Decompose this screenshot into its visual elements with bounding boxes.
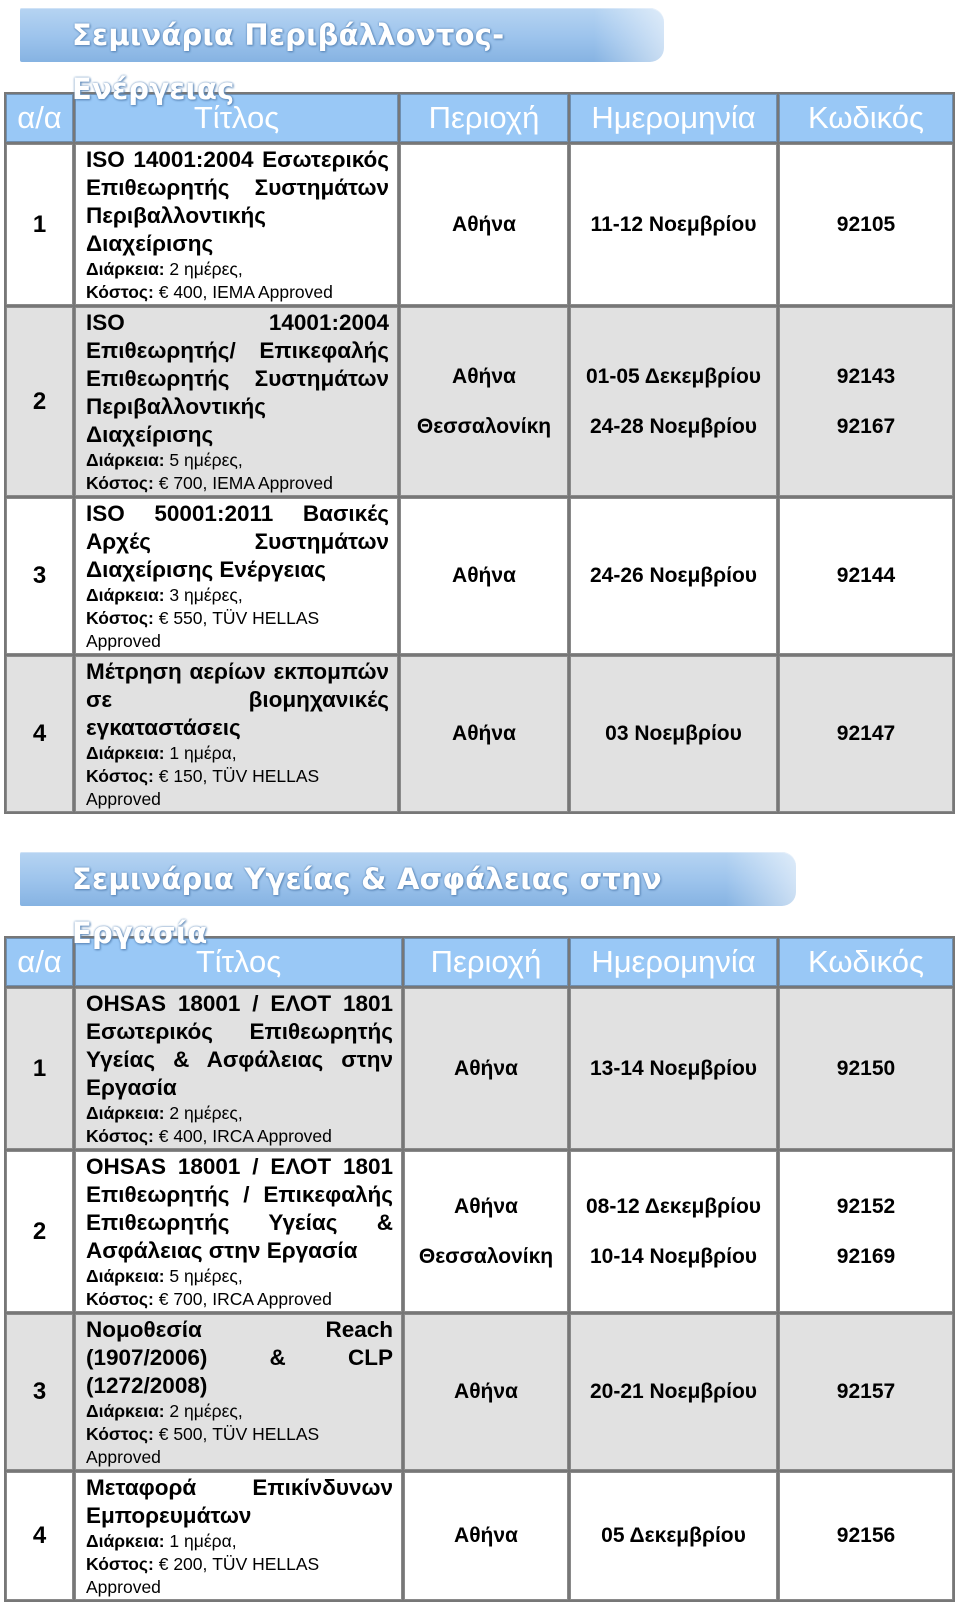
table-row xyxy=(6,144,953,305)
seminar-table-health-safety xyxy=(4,936,955,1602)
table-row xyxy=(6,988,953,1149)
seminar-info xyxy=(75,498,398,654)
seminar-region: Αθήνα xyxy=(404,1314,568,1470)
seminar-date: 01-05 Δεκεμβρίου xyxy=(585,364,762,388)
seminar-title: OHSAS 18001 / ΕΛΟΤ 1801 Επιθεωρητής / Επικεφαλής Επιθεωρητής Υγείας & Ασφάλειας στην Εργασία xyxy=(86,1154,393,1263)
seminar-cost: Κόστος: € 400, IEMA Approved xyxy=(86,282,333,302)
seminar-region: Θεσσαλονίκη xyxy=(416,414,552,438)
seminar-region: Αθήνα xyxy=(400,144,568,305)
seminar-cost: Κόστος: € 200, TÜV HELLAS Approved xyxy=(86,1554,320,1597)
seminar-cost: Κόστος: € 700, IEMA Approved xyxy=(86,473,333,493)
seminar-info xyxy=(75,307,398,496)
row-number: 4 xyxy=(6,1472,73,1600)
seminar-regions xyxy=(400,307,568,496)
row-number: 2 xyxy=(6,1151,73,1312)
seminar-info xyxy=(75,1472,402,1600)
seminar-code: 92144 xyxy=(779,498,953,654)
col-header-code: Κωδικός xyxy=(779,94,953,142)
seminar-cost: Κόστος: € 550, TÜV HELLAS Approved xyxy=(86,608,320,651)
seminar-title: ISO 14001:2004 Εσωτερικός Επιθεωρητής Συστημάτων Περιβαλλοντικής Διαχείρισης xyxy=(86,147,389,256)
seminar-title: Μέτρηση αερίων εκπομπών σε βιομηχανικές εγκαταστάσεις xyxy=(86,659,389,740)
table-row xyxy=(6,1472,953,1600)
seminar-duration: Διάρκεια: 2 ημέρες, xyxy=(86,1103,243,1123)
table-row xyxy=(6,1314,953,1470)
col-header-number: α/α xyxy=(6,938,73,986)
seminar-title: Μεταφορά Επικίνδυνων Εμπορευμάτων xyxy=(86,1475,393,1528)
seminar-region: Αθήνα xyxy=(404,1472,568,1600)
seminar-title: Νομοθεσία Reach (1907/2006) & CLP (1272/2008) xyxy=(86,1317,393,1398)
seminar-date: 24-28 Νοεμβρίου xyxy=(589,414,758,438)
seminar-dates xyxy=(570,1151,777,1312)
seminar-cost: Κόστος: € 700, IRCA Approved xyxy=(86,1289,332,1309)
section-banner-environment xyxy=(20,8,664,106)
section-title: Σεμινάρια Υγείας & Ασφάλειας στην Εργασία xyxy=(72,862,662,950)
seminar-code: 92156 xyxy=(779,1472,953,1600)
seminar-duration: Διάρκεια: 2 ημέρες, xyxy=(86,1401,243,1421)
col-header-region: Περιοχή xyxy=(400,94,568,142)
seminar-duration: Διάρκεια: 1 ημέρα, xyxy=(86,743,237,763)
seminar-cost: Κόστος: € 150, TÜV HELLAS Approved xyxy=(86,766,320,809)
seminar-regions xyxy=(404,1151,568,1312)
table-row xyxy=(6,1151,953,1312)
col-header-number: α/α xyxy=(6,94,73,142)
col-header-title: Τίτλος xyxy=(75,938,402,986)
col-header-date: Ημερομηνία xyxy=(570,94,777,142)
row-number: 4 xyxy=(6,656,73,812)
seminar-duration: Διάρκεια: 5 ημέρες, xyxy=(86,1266,243,1286)
seminar-date: 03 Νοεμβρίου xyxy=(570,656,777,812)
col-header-title: Τίτλος xyxy=(75,94,398,142)
table-row xyxy=(6,656,953,812)
row-number: 3 xyxy=(6,498,73,654)
seminar-code: 92167 xyxy=(836,414,896,438)
seminar-table-environment xyxy=(4,92,955,814)
col-header-region: Περιοχή xyxy=(404,938,568,986)
col-header-date: Ημερομηνία xyxy=(570,938,777,986)
row-number: 3 xyxy=(6,1314,73,1470)
seminar-info xyxy=(75,988,402,1149)
seminar-region: Αθήνα xyxy=(400,656,568,812)
seminar-date: 10-14 Νοεμβρίου xyxy=(589,1244,758,1268)
seminar-info xyxy=(75,144,398,305)
seminar-dates xyxy=(570,307,777,496)
seminar-region: Θεσσαλονίκη xyxy=(418,1244,554,1268)
seminar-title: OHSAS 18001 / ΕΛΟΤ 1801 Εσωτερικός Επιθεωρητής Υγείας & Ασφάλειας στην Εργασία xyxy=(86,991,393,1100)
seminar-duration: Διάρκεια: 2 ημέρες, xyxy=(86,259,243,279)
seminar-cost: Κόστος: € 400, IRCA Approved xyxy=(86,1126,332,1146)
row-number: 1 xyxy=(6,988,73,1149)
section-banner-health-safety xyxy=(20,852,796,950)
col-header-code: Κωδικός xyxy=(779,938,953,986)
seminar-code: 92169 xyxy=(836,1244,896,1268)
seminar-title: ISO 14001:2004 Επιθεωρητής/ Επικεφαλής Επιθεωρητής Συστημάτων Περιβαλλοντικής Διαχείρισης xyxy=(86,310,389,447)
seminar-date: 20-21 Νοεμβρίου xyxy=(570,1314,777,1470)
seminar-duration: Διάρκεια: 3 ημέρες, xyxy=(86,585,243,605)
seminar-date: 24-26 Νοεμβρίου xyxy=(570,498,777,654)
seminar-codes xyxy=(779,1151,953,1312)
section-title: Σεμινάρια Περιβάλλοντος- Ενέργειας xyxy=(72,18,505,106)
seminar-region: Αθήνα xyxy=(452,364,516,388)
seminar-duration: Διάρκεια: 5 ημέρες, xyxy=(86,450,243,470)
seminar-title: ISO 50001:2011 Βασικές Αρχές Συστημάτων Διαχείρισης Ενέργειας xyxy=(86,501,389,582)
seminar-duration: Διάρκεια: 1 ημέρα, xyxy=(86,1531,237,1551)
seminar-code: 92105 xyxy=(779,144,953,305)
seminar-code: 92143 xyxy=(836,364,896,388)
table-row xyxy=(6,307,953,496)
seminar-cost: Κόστος: € 500, TÜV HELLAS Approved xyxy=(86,1424,320,1467)
seminar-code: 92147 xyxy=(779,656,953,812)
row-number: 1 xyxy=(6,144,73,305)
seminar-date: 08-12 Δεκεμβρίου xyxy=(585,1194,762,1218)
seminar-code: 92157 xyxy=(779,1314,953,1470)
seminar-code: 92152 xyxy=(836,1194,896,1218)
seminar-code: 92150 xyxy=(779,988,953,1149)
seminar-info xyxy=(75,1314,402,1470)
seminar-region: Αθήνα xyxy=(400,498,568,654)
seminar-info xyxy=(75,656,398,812)
table-row xyxy=(6,498,953,654)
seminar-info xyxy=(75,1151,402,1312)
seminar-region: Αθήνα xyxy=(454,1194,518,1218)
seminar-date: 13-14 Νοεμβρίου xyxy=(570,988,777,1149)
seminar-date: 05 Δεκεμβρίου xyxy=(570,1472,777,1600)
row-number: 2 xyxy=(6,307,73,496)
seminar-date: 11-12 Νοεμβρίου xyxy=(570,144,777,305)
seminar-region: Αθήνα xyxy=(404,988,568,1149)
seminar-codes xyxy=(779,307,953,496)
